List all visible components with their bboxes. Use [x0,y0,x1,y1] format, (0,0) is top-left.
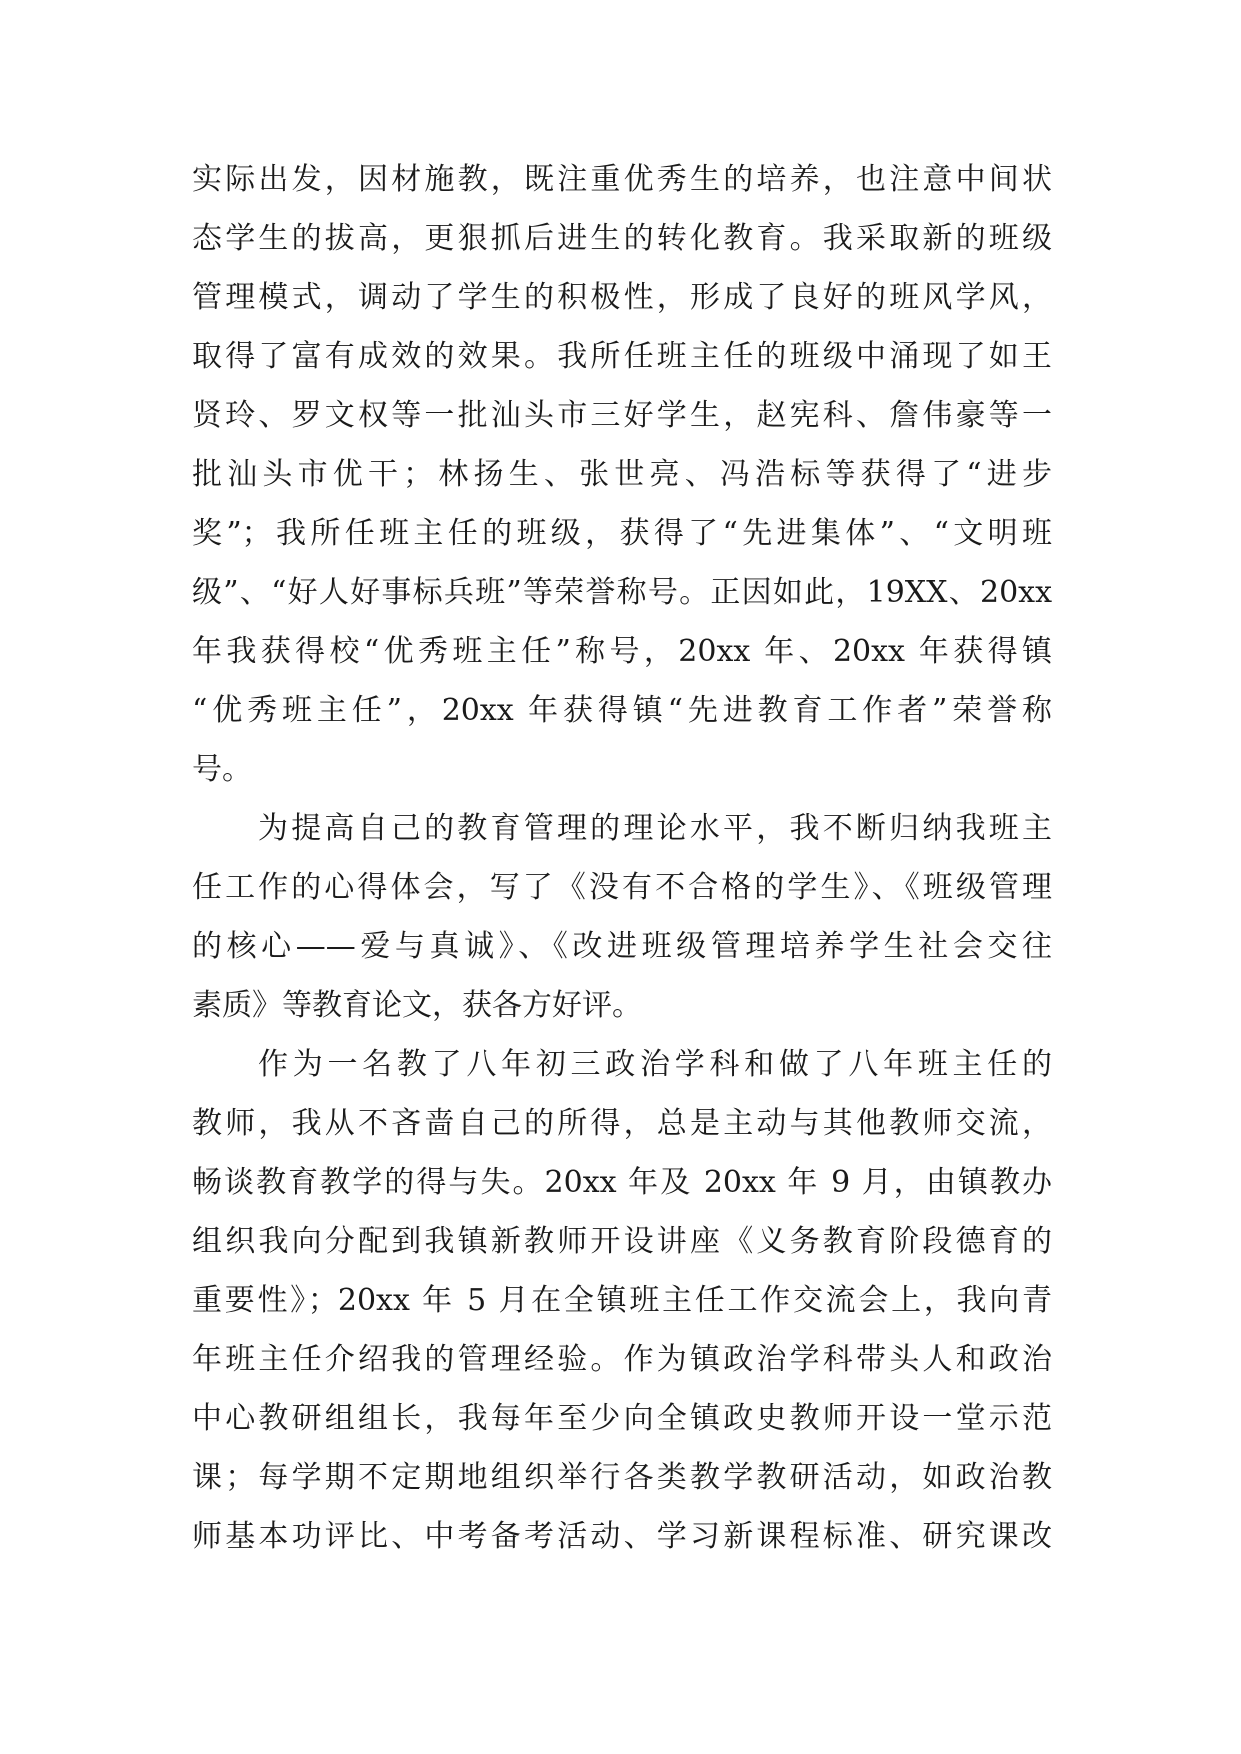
paragraph-1 [192,150,1052,799]
text-line: 中心教研组组长，我每年至少向全镇政史教师开设一堂示范 [192,1401,1052,1436]
text-line: 奖”；我所任班主任的班级，获得了“先进集体”、“文明班 [192,516,1052,551]
text-line: 师基本功评比、中考备考活动、学习新课程标准、研究课改 [192,1519,1052,1554]
text-line: “优秀班主任”，20xx 年获得镇“先进教育工作者”荣誉称 [192,693,1052,728]
text-line: 畅谈教育教学的得与失。20xx 年及 20xx 年 9 月，由镇教办 [192,1165,1052,1200]
text-line: 级”、“好人好事标兵班”等荣誉称号。正因如此，19XX、20xx [192,575,1052,610]
text-line: 任工作的心得体会，写了《没有不合格的学生》、《班级管理 [192,870,1052,905]
document-body [192,150,1052,1566]
paragraph-2 [192,799,1052,1035]
text-line: 素质》等教育论文，获各方好评。 [192,988,642,1023]
text-line: 为提高自己的教育管理的理论水平，我不断归纳我班主 [258,811,1052,846]
text-line: 取得了富有成效的效果。我所任班主任的班级中涌现了如王 [192,339,1052,374]
paragraph-3 [192,1035,1052,1566]
text-line: 重要性》；20xx 年 5 月在全镇班主任工作交流会上，我向青 [192,1283,1052,1318]
text-line: 的核心——爱与真诚》、《改进班级管理培养学生社会交往 [192,929,1052,964]
text-line: 年班主任介绍我的管理经验。作为镇政治学科带头人和政治 [192,1342,1052,1377]
text-line: 年我获得校“优秀班主任”称号，20xx 年、20xx 年获得镇 [192,634,1052,669]
text-line: 教师，我从不吝啬自己的所得，总是主动与其他教师交流， [192,1106,1052,1141]
text-line: 态学生的拔高，更狠抓后进生的转化教育。我采取新的班级 [192,221,1052,256]
text-line: 实际出发，因材施教，既注重优秀生的培养，也注意中间状 [192,162,1052,197]
text-line: 管理模式，调动了学生的积极性，形成了良好的班风学风， [192,280,1052,315]
text-line: 组织我向分配到我镇新教师开设讲座《义务教育阶段德育的 [192,1224,1052,1259]
text-line: 贤玲、罗文权等一批汕头市三好学生，赵宪科、詹伟豪等一 [192,398,1052,433]
text-line: 作为一名教了八年初三政治学科和做了八年班主任的 [258,1047,1052,1082]
text-line: 课；每学期不定期地组织举行各类教学教研活动，如政治教 [192,1460,1052,1495]
text-line: 号。 [192,752,252,787]
text-line: 批汕头市优干；林扬生、张世亮、冯浩标等获得了“进步 [192,457,1052,492]
